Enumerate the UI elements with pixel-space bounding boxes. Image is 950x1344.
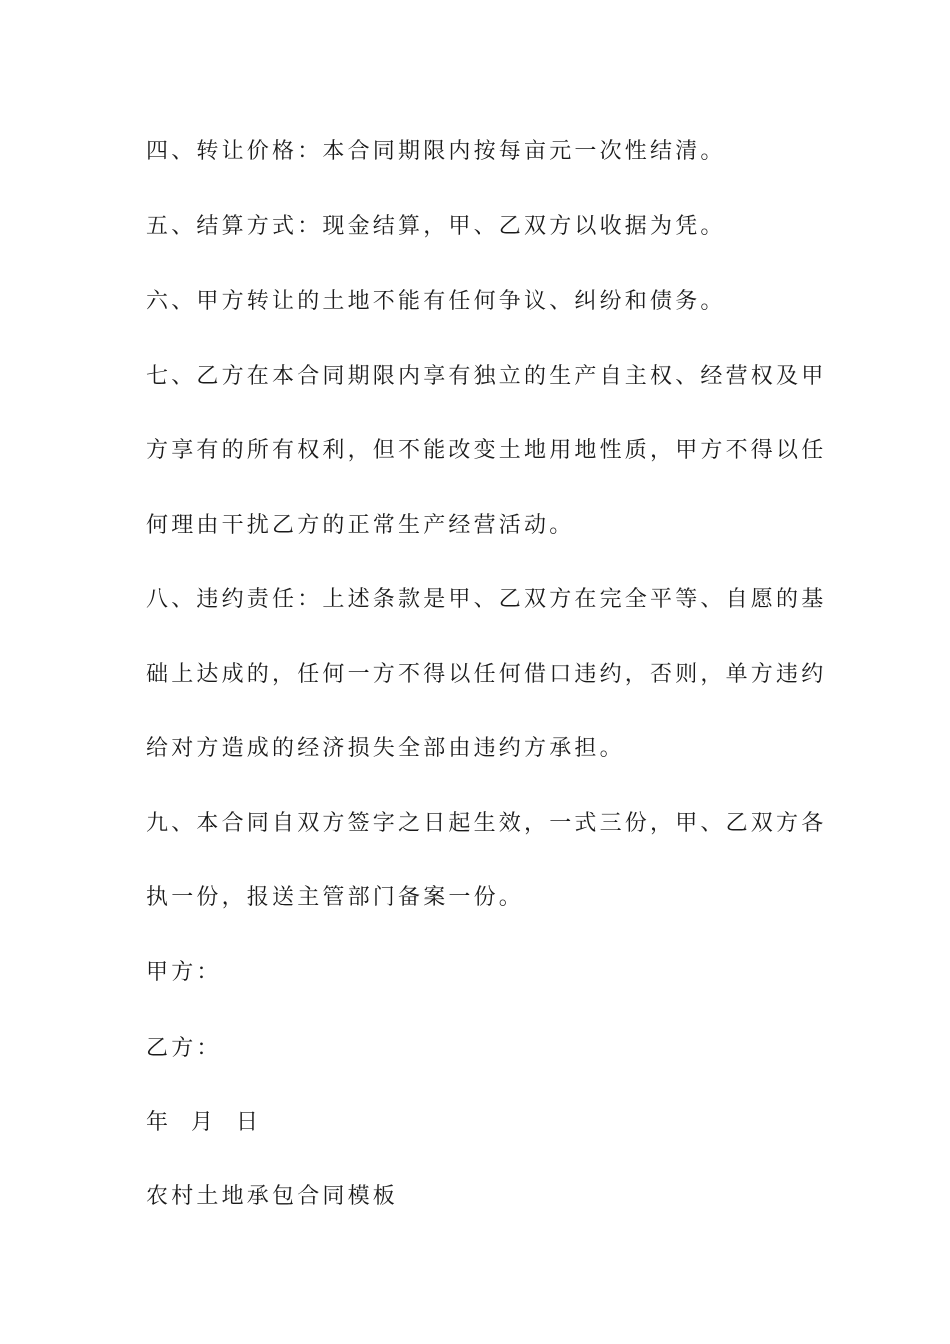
clause-7-line-3: 何理由干扰乙方的正常生产经营活动。 — [146, 513, 575, 538]
clause-8-line-3: 给对方造成的经济损失全部由违约方承担。 — [146, 736, 625, 761]
clause-7-line-1: 七、乙方在本合同期限内享有独立的生产自主权、经营权及甲 — [146, 364, 827, 389]
party-a-label: 甲方： — [146, 960, 222, 985]
clause-4-line: 四、转让价格：本合同期限内按每亩元一次性结清。 — [146, 139, 726, 164]
party-b-label: 乙方： — [146, 1036, 222, 1061]
next-document-title: 农村土地承包合同模板 — [146, 1184, 399, 1209]
clause-6-line: 六、甲方转让的土地不能有任何争议、纠纷和债务。 — [146, 289, 726, 314]
clause-8-line-2: 础上达成的，任何一方不得以任何借口违约，否则，单方违约 — [146, 662, 827, 687]
clause-5-line: 五、结算方式：现金结算，甲、乙双方以收据为凭。 — [146, 214, 726, 239]
date-line: 年 月 日 — [146, 1110, 261, 1135]
clause-9-line-1: 九、本合同自双方签字之日起生效，一式三份，甲、乙双方各 — [146, 811, 827, 836]
clause-9-line-2: 执一份，报送主管部门备案一份。 — [146, 885, 525, 910]
clause-7-line-2: 方享有的所有权利，但不能改变土地用地性质，甲方不得以任 — [146, 438, 827, 463]
clause-8-line-1: 八、违约责任：上述条款是甲、乙双方在完全平等、自愿的基 — [146, 587, 827, 612]
